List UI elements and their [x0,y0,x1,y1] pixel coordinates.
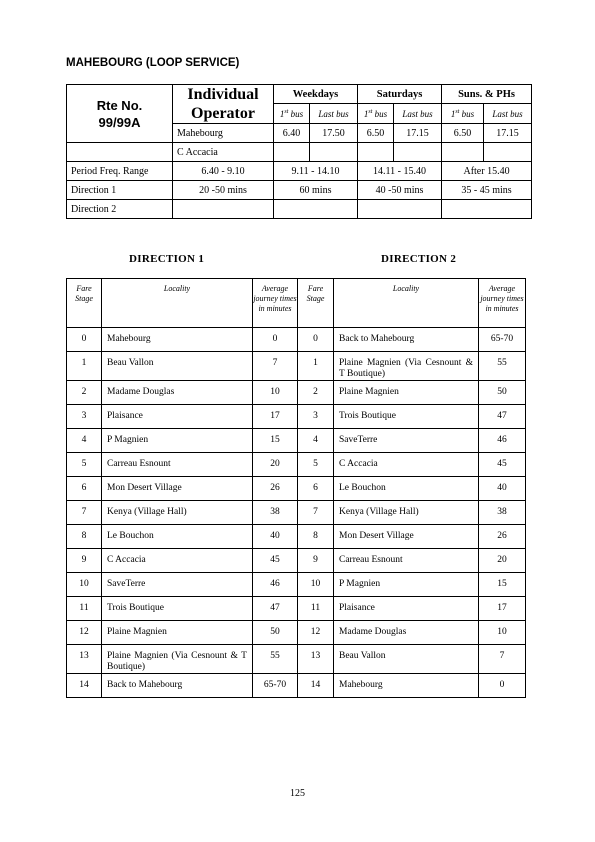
table-row [67,453,526,477]
first-bus-header: 1st bus [274,104,310,124]
table-row [67,328,526,352]
period-range: After 15.40 [442,162,532,181]
locality: Beau Vallon [102,352,253,381]
fare-stage: 9 [298,549,334,573]
saturday-first-bus: 6.50 [358,124,394,143]
journey-time: 26 [479,525,526,549]
weekday-first-bus [274,143,310,162]
locality: C Accacia [334,453,479,477]
journey-time: 7 [253,352,298,381]
period-row [67,162,532,181]
frequency-value [442,200,532,219]
fare-stage: 4 [67,429,102,453]
journey-time: 55 [253,645,298,674]
table-row [67,674,526,698]
journey-time: 46 [253,573,298,597]
journey-time: 47 [479,405,526,429]
locality: P Magnien [334,573,479,597]
weekdays-header: Weekdays [274,85,358,104]
journey-time: 65-70 [253,674,298,698]
locality: Le Bouchon [334,477,479,501]
fare-stage: 6 [67,477,102,501]
table-row [67,477,526,501]
direction2-heading: DIRECTION 2 [381,253,457,265]
fare-stage: 5 [298,453,334,477]
sunday-last-bus [484,143,532,162]
saturday-first-bus [358,143,394,162]
saturdays-header: Saturdays [358,85,442,104]
fare-stage: 12 [298,621,334,645]
direction1-row [67,181,532,200]
journey-time: 20 [253,453,298,477]
sunday-first-bus [442,143,484,162]
frequency-value: 35 - 45 mins [442,181,532,200]
table-row [67,352,526,381]
journey-time: 26 [253,477,298,501]
fare-stage: 3 [298,405,334,429]
journey-time-header: Average journey times in minutes [479,279,526,328]
locality: Plaisance [102,405,253,429]
journey-time: 40 [479,477,526,501]
last-bus-header: Last bus [484,104,532,124]
journey-time: 55 [479,352,526,381]
journey-time: 38 [253,501,298,525]
frequency-value: 40 -50 mins [358,181,442,200]
first-bus-header: 1st bus [442,104,484,124]
frequency-value: 60 mins [274,181,358,200]
fare-stage-header: Fare Stage [298,279,334,328]
locality: Back to Mahebourg [102,674,253,698]
route-label: Rte No. [96,97,143,113]
locality: Beau Vallon [334,645,479,674]
page-title: MAHEBOURG (LOOP SERVICE) [66,57,240,69]
terminus-name: Mahebourg [173,124,274,143]
locality: Madame Douglas [102,381,253,405]
journey-time: 15 [253,429,298,453]
weekday-last-bus [310,143,358,162]
fare-stage: 13 [298,645,334,674]
journey-time: 45 [253,549,298,573]
fare-stage: 0 [298,328,334,352]
weekday-first-bus: 6.40 [274,124,310,143]
locality: P Magnien [102,429,253,453]
locality: Mon Desert Village [334,525,479,549]
direction1-label: Direction 1 [67,181,173,200]
locality: Mahebourg [334,674,479,698]
fare-stage: 11 [298,597,334,621]
route-number: 99/99A [98,114,141,130]
journey-time: 45 [479,453,526,477]
fare-stage: 4 [298,429,334,453]
locality: Kenya (Village Hall) [102,501,253,525]
locality: Kenya (Village Hall) [334,501,479,525]
locality: Plaisance [334,597,479,621]
locality: Carreau Esnount [334,549,479,573]
fare-stage: 7 [67,501,102,525]
table-row [67,597,526,621]
direction2-row [67,200,532,219]
saturday-last-bus: 17.15 [394,124,442,143]
direction2-label: Direction 2 [67,200,173,219]
locality: Plaine Magnien [102,621,253,645]
weekday-last-bus: 17.50 [310,124,358,143]
locality: Madame Douglas [334,621,479,645]
first-bus-header: 1st bus [358,104,394,124]
locality-header: Locality [334,279,479,328]
journey-time: 20 [479,549,526,573]
fare-stage: 14 [298,674,334,698]
locality: Plaine Magnien [334,381,479,405]
fare-stage: 0 [67,328,102,352]
direction1-heading: DIRECTION 1 [129,253,205,265]
fare-stage: 12 [67,621,102,645]
locality: Back to Mahebourg [334,328,479,352]
fare-stage: 6 [298,477,334,501]
journey-time: 17 [253,405,298,429]
saturday-last-bus [394,143,442,162]
fare-stage: 14 [67,674,102,698]
journey-time: 15 [479,573,526,597]
table-row [67,501,526,525]
terminus-row [67,143,532,162]
frequency-value [173,200,274,219]
journey-time-header: Average journey times in minutes [253,279,298,328]
journey-time: 7 [479,645,526,674]
locality: Mon Desert Village [102,477,253,501]
period-range: 9.11 - 14.10 [274,162,358,181]
journey-time: 0 [479,674,526,698]
fare-stage: 13 [67,645,102,674]
locality: C Accacia [102,549,253,573]
frequency-value [358,200,442,219]
timetable [66,84,532,219]
locality: Mahebourg [102,328,253,352]
fare-stage: 2 [298,381,334,405]
journey-time: 38 [479,501,526,525]
fare-stage: 1 [298,352,334,381]
locality-header: Locality [102,279,253,328]
fare-stage: 11 [67,597,102,621]
frequency-value [274,200,358,219]
sunday-last-bus: 17.15 [484,124,532,143]
last-bus-header: Last bus [310,104,358,124]
period-label: Period Freq. Range [67,162,173,181]
route-number-cell [67,85,173,143]
journey-time: 10 [253,381,298,405]
sunday-first-bus: 6.50 [442,124,484,143]
locality: Plaine Magnien (Via Cesnount & T Boutique) [334,352,479,381]
period-range: 6.40 - 9.10 [173,162,274,181]
page-number: 125 [290,788,305,799]
journey-time: 10 [479,621,526,645]
operator-cell [173,85,274,124]
locality: SaveTerre [334,429,479,453]
fare-stage: 1 [67,352,102,381]
operator-line2: Operator [191,105,255,122]
terminus-name: C Accacia [173,143,274,162]
journey-time: 40 [253,525,298,549]
journey-time: 50 [253,621,298,645]
journey-time: 50 [479,381,526,405]
table-row [67,525,526,549]
fare-stage: 2 [67,381,102,405]
frequency-value: 20 -50 mins [173,181,274,200]
journey-time: 65-70 [479,328,526,352]
fare-stage: 8 [67,525,102,549]
table-row [67,645,526,674]
fare-stage: 7 [298,501,334,525]
fare-stage: 5 [67,453,102,477]
locality: Plaine Magnien (Via Cesnount & T Boutique) [102,645,253,674]
operator-line1: Individual [187,86,259,103]
fare-stage: 3 [67,405,102,429]
locality: Trois Boutique [102,597,253,621]
locality: Trois Boutique [334,405,479,429]
fare-stage: 10 [298,573,334,597]
locality: Le Bouchon [102,525,253,549]
fare-stages-table [66,278,526,698]
last-bus-header: Last bus [394,104,442,124]
locality: Carreau Esnount [102,453,253,477]
journey-time: 0 [253,328,298,352]
fare-stage: 8 [298,525,334,549]
journey-time: 46 [479,429,526,453]
table-row [67,549,526,573]
journey-time: 47 [253,597,298,621]
table-row [67,381,526,405]
blank-cell [67,143,173,162]
sundays-header: Suns. & PHs [442,85,532,104]
fare-stage-header: Fare Stage [67,279,102,328]
period-range: 14.11 - 15.40 [358,162,442,181]
table-row [67,405,526,429]
table-row [67,621,526,645]
table-row [67,429,526,453]
fare-stage: 10 [67,573,102,597]
fare-stage: 9 [67,549,102,573]
locality: SaveTerre [102,573,253,597]
journey-time: 17 [479,597,526,621]
table-row [67,573,526,597]
